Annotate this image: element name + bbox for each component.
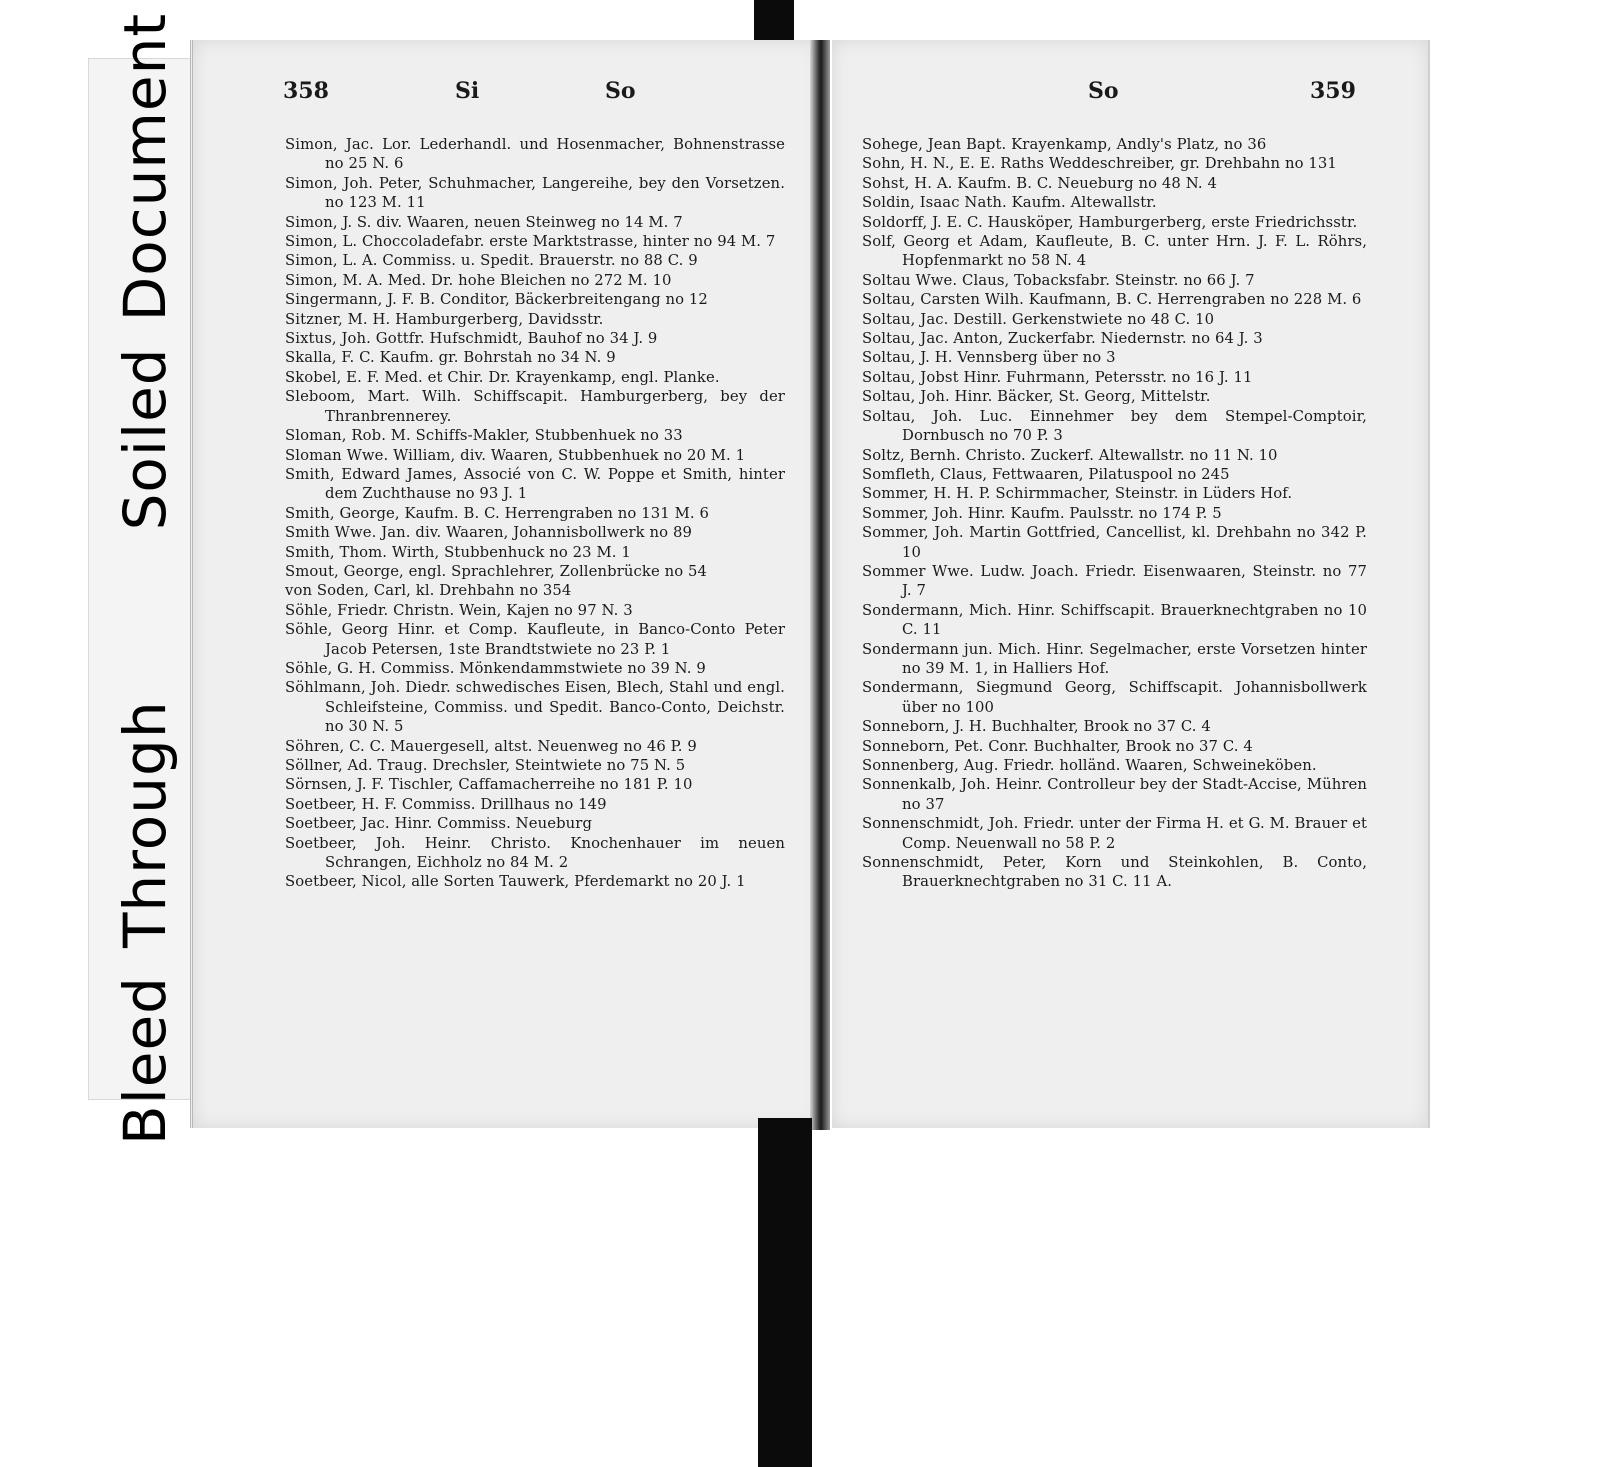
directory-entry: Soldorff, J. E. C. Hausköper, Hamburgerberg, erste Friedrichsstr.: [862, 213, 1358, 231]
stamp-word-1: Bleed: [111, 976, 179, 1146]
directory-entry: Sondermann, Mich. Hinr. Schiffscapit. Brauerknechtgraben no 10 C. 11: [862, 601, 1367, 639]
directory-entry: Sörnsen, J. F. Tischler, Caffamacherreihe no 181 P. 10: [285, 776, 693, 794]
stamp-word-2: Through: [111, 700, 179, 949]
left-header-guide-last: So: [605, 78, 636, 104]
stamp-text: [111, 12, 179, 1146]
left-page-number: 358: [283, 78, 329, 104]
directory-entry: Sonnenkalb, Joh. Heinr. Controlleur bey der Stadt-Accise, Mühren no 37: [862, 776, 1367, 813]
directory-entry: Soltau, Jac. Destill. Gerkenstwiete no 48 C. 10: [862, 310, 1215, 328]
directory-entry: Söllner, Ad. Traug. Drechsler, Steintwiete no 75 N. 5: [285, 757, 686, 774]
directory-entry: Soetbeer, H. F. Commiss. Drillhaus no 149: [285, 795, 607, 813]
open-book: [190, 40, 1430, 1130]
directory-entry: Soltau, Jac. Anton, Zuckerfabr. Niedernstr. no 64 J. 3: [862, 330, 1263, 348]
directory-entry: Sonnenschmidt, Peter, Korn und Steinkohlen, B. Conto, Brauerknechtgraben no 31 C. 11 A.: [862, 854, 1367, 891]
directory-entry: Sixtus, Joh. Gottfr. Hufschmidt, Bauhof no 34 J. 9: [285, 330, 658, 348]
directory-entry: Sommer Wwe. Ludw. Joach. Friedr. Eisenwaaren, Steinstr. no 77 J. 7: [862, 562, 1367, 600]
directory-entry: Söhle, Friedr. Christn. Wein, Kajen no 97 N. 3: [285, 601, 633, 619]
directory-entry: Söhlmann, Joh. Diedr. schwedisches Eisen, Blech, Stahl und engl. Schleifsteine, Commiss. und Spedit. Banco-Conto, Deichstr. no 30 N. 5: [285, 679, 785, 736]
right-entry-list: [862, 135, 1367, 892]
directory-entry: Sloman Wwe. William, div. Waaren, Stubbenhuek no 20 M. 1: [285, 446, 746, 464]
directory-entry: Simon, Jac. Lor. Lederhandl. und Hosenmacher, Bohnenstrasse no 25 N. 6: [285, 136, 785, 173]
directory-entry: Soltau, J. H. Vennsberg über no 3: [862, 349, 1116, 367]
left-page: [190, 40, 821, 1128]
directory-entry: Söhle, Georg Hinr. et Comp. Kaufleute, in Banco-Conto Peter Jacob Petersen, 1ste Brandtstwiete no 23 P. 1: [285, 621, 785, 658]
directory-entry: Smith, Thom. Wirth, Stubbenhuck no 23 M. 1: [285, 543, 631, 561]
directory-entry: Skobel, E. F. Med. et Chir. Dr. Krayenkamp, engl. Planke.: [285, 368, 720, 386]
directory-entry: Simon, L. A. Commiss. u. Spedit. Brauerstr. no 88 C. 9: [285, 252, 698, 270]
directory-entry: Soldin, Isaac Nath. Kaufm. Altewallstr.: [862, 194, 1157, 212]
directory-entry: Sondermann jun. Mich. Hinr. Segelmacher, erste Vorsetzen hinter no 39 M. 1, in Halliers Hof.: [862, 640, 1367, 677]
directory-entry: Sonneborn, Pet. Conr. Buchhalter, Brook no 37 C. 4: [862, 737, 1253, 755]
directory-entry: Soetbeer, Nicol, alle Sorten Tauwerk, Pferdemarkt no 20 J. 1: [285, 873, 746, 891]
right-page-header: [832, 78, 1428, 118]
left-page-header: [193, 78, 821, 118]
directory-entry: Smith Wwe. Jan. div. Waaren, Johannisbollwerk no 89: [285, 524, 693, 542]
directory-entry: Simon, L. Choccoladefabr. erste Marktstrasse, hinter no 94 M. 7: [285, 233, 776, 251]
directory-entry: Soltau, Joh. Hinr. Bäcker, St. Georg, Mittelstr.: [862, 388, 1211, 406]
directory-entry: Sleboom, Mart. Wilh. Schiffscapit. Hamburgerberg, bey der Thranbrennerey.: [285, 388, 785, 425]
directory-entry: Sohst, H. A. Kaufm. B. C. Neueburg no 48 N. 4: [862, 174, 1217, 192]
directory-entry: Sonnenberg, Aug. Friedr. holländ. Waaren, Schweineköben.: [862, 757, 1317, 774]
bookmark-ribbon-bottom: [758, 1118, 812, 1467]
directory-entry: Söhle, G. H. Commiss. Mönkendammstwiete no 39 N. 9: [285, 659, 706, 677]
directory-entry: Sonneborn, J. H. Buchhalter, Brook no 37 C. 4: [862, 718, 1211, 736]
right-page: [832, 40, 1430, 1128]
stamp-word-4: Document: [111, 12, 179, 322]
directory-entry: Soltau Wwe. Claus, Tobacksfabr. Steinstr. no 66 J. 7: [862, 271, 1255, 289]
directory-entry: Soetbeer, Jac. Hinr. Commiss. Neueburg: [285, 815, 593, 833]
directory-entry: Sommer, Joh. Hinr. Kaufm. Paulsstr. no 174 P. 5: [862, 504, 1222, 522]
directory-entry: Solf, Georg et Adam, Kaufleute, B. C. unter Hrn. J. F. L. Röhrs, Hopfenmarkt no 58 N. 4: [862, 233, 1367, 270]
book-spine: [810, 40, 830, 1130]
directory-entry: Somfleth, Claus, Fettwaaren, Pilatuspool no 245: [862, 465, 1230, 483]
directory-entry: Söhren, C. C. Mauergesell, altst. Neuenweg no 46 P. 9: [285, 737, 697, 755]
directory-entry: Sondermann, Siegmund Georg, Schiffscapit. Johannisbollwerk über no 100: [862, 679, 1367, 716]
directory-entry: Sloman, Rob. M. Schiffs-Makler, Stubbenhuek no 33: [285, 427, 683, 445]
directory-entry: Soltau, Carsten Wilh. Kaufmann, B. C. Herrengraben no 228 M. 6: [862, 291, 1362, 309]
directory-entry: Smith, Edward James, Associé von C. W. Poppe et Smith, hinter dem Zuchthause no 93 J. 1: [285, 465, 785, 503]
right-page-number: 359: [1310, 78, 1356, 104]
left-entry-list: [285, 135, 785, 892]
directory-entry: Soltz, Bernh. Christo. Zuckerf. Altewallstr. no 11 N. 10: [862, 446, 1278, 464]
directory-entry: Simon, Joh. Peter, Schuhmacher, Langereihe, bey den Vorsetzen. no 123 M. 11: [285, 174, 785, 212]
directory-entry: Simon, J. S. div. Waaren, neuen Steinweg no 14 M. 7: [285, 213, 683, 231]
directory-entry: Soltau, Jobst Hinr. Fuhrmann, Petersstr. no 16 J. 11: [862, 368, 1253, 386]
directory-entry: Sommer, Joh. Martin Gottfried, Cancellist, kl. Drehbahn no 342 P. 10: [862, 524, 1367, 561]
stamp-word-3: Soiled: [111, 347, 179, 531]
directory-entry: Sitzner, M. H. Hamburgerberg, Davidsstr.: [285, 310, 604, 328]
stamp-label: [88, 12, 202, 1146]
directory-entry: Skalla, F. C. Kaufm. gr. Bohrstah no 34 N. 9: [285, 349, 616, 367]
directory-entry: Smith, George, Kaufm. B. C. Herrengraben no 131 M. 6: [285, 504, 709, 522]
directory-entry: Simon, M. A. Med. Dr. hohe Bleichen no 272 M. 10: [285, 271, 672, 289]
left-header-guide-first: Si: [455, 78, 480, 104]
directory-entry: Smout, George, engl. Sprachlehrer, Zollenbrücke no 54: [285, 562, 708, 580]
directory-entry: Sommer, H. H. P. Schirmmacher, Steinstr. in Lüders Hof.: [862, 485, 1293, 503]
directory-entry: Singermann, J. F. B. Conditor, Bäckerbreitengang no 12: [285, 291, 708, 309]
directory-entry: Sohege, Jean Bapt. Krayenkamp, Andly's Platz, no 36: [862, 136, 1267, 153]
directory-entry: Soltau, Joh. Luc. Einnehmer bey dem Stempel-Comptoir, Dornbusch no 70 P. 3: [862, 407, 1367, 445]
directory-entry: Sohn, H. N., E. E. Raths Weddeschreiber, gr. Drehbahn no 131: [862, 155, 1337, 173]
directory-entry: Soetbeer, Joh. Heinr. Christo. Knochenhauer im neuen Schrangen, Eichholz no 84 M. 2: [285, 834, 785, 872]
right-header-guide: So: [1088, 78, 1119, 104]
directory-entry: Sonnenschmidt, Joh. Friedr. unter der Firma H. et G. M. Brauer et Comp. Neuenwall no 58 P. 2: [862, 815, 1367, 852]
directory-entry: von Soden, Carl, kl. Drehbahn no 354: [285, 582, 572, 600]
